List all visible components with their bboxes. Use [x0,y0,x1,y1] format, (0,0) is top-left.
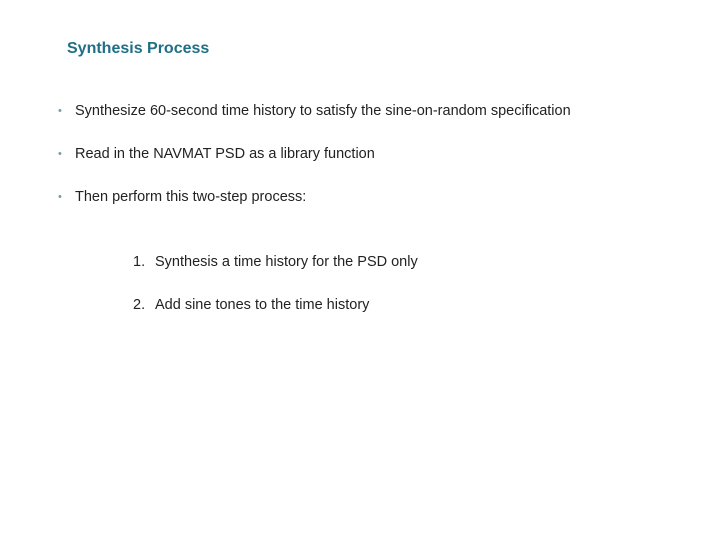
step-item [133,252,613,272]
bullet-item [58,144,618,164]
step-text: Synthesis a time history for the PSD only [155,254,418,270]
numbered-step-list [133,252,613,338]
bullet-marker: • [58,105,62,117]
bullet-item [58,187,618,207]
bullet-text: Synthesize 60-second time history to satisfy the sine-on-random specification [75,103,571,119]
bullet-item [58,101,618,121]
bullet-text: Read in the NAVMAT PSD as a library function [75,146,375,162]
step-number: 1. [133,254,146,270]
bullet-marker: • [58,148,62,160]
slide-title: Synthesis Process [67,40,210,57]
step-number: 2. [133,297,146,313]
step-text: Add sine tones to the time history [155,297,370,313]
bullet-marker: • [58,191,62,203]
step-item [133,295,613,315]
bullet-text: Then perform this two-step process: [75,189,307,205]
bullet-list [58,101,618,230]
